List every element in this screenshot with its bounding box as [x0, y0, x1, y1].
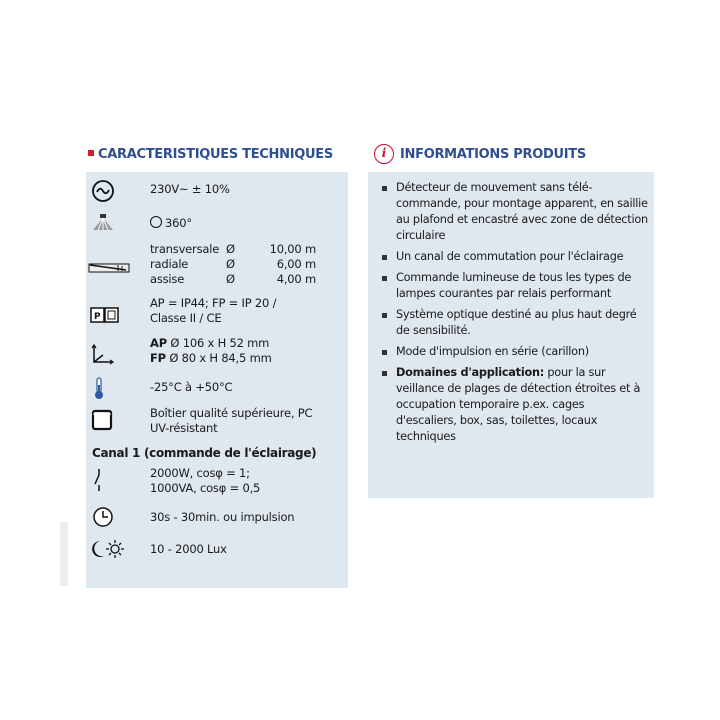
list-item: Détecteur de mouvement sans télé- commande, pour montage apparent, en saillie au plafond et encastré avec zone de détection circulaire [382, 180, 648, 244]
switch-contact-icon [92, 468, 106, 492]
product-info-heading: INFORMATIONS PRODUITS [400, 147, 586, 162]
moon-sun-icon [90, 537, 126, 561]
list-item: Mode d'impulsion en série (carillon) [382, 344, 648, 360]
detection-angle-value: 360° [165, 216, 192, 230]
range-table: transversale Ø 10,00 m radiale Ø 6,00 m assise Ø 4,00 m [150, 242, 316, 286]
application-label: Domaines d'application: [396, 366, 545, 379]
lux-value: 10 - 2000 Lux [150, 542, 227, 556]
application-text: pour la sur veillance de plages de détection étroites et à occupation temporaire p.ex. cages d'escaliers, box, sas, toilettes, locaux techniques [396, 366, 641, 443]
left-edge-strip [60, 522, 68, 586]
list-item: Commande lumineuse de tous les types de lampes courantes par relais performant [382, 270, 648, 302]
timer-value: 30s - 30min. ou impulsion [150, 510, 295, 524]
thermometer-icon [92, 376, 106, 400]
technical-specs-heading: CARACTERISTIQUES TECHNIQUES [88, 147, 333, 162]
protection-class-icon [90, 304, 120, 328]
svg-text:P: P [94, 312, 101, 322]
dimensions-text: AP Ø 106 x H 52 mm FP Ø 80 x H 84,5 mm [150, 336, 272, 365]
red-bullet-icon [88, 150, 94, 156]
detection-range-icon [88, 256, 130, 280]
info-icon: i [374, 144, 394, 164]
voltage-value: 230V~ ± 10% [150, 182, 230, 196]
detection-angle-line [150, 216, 192, 231]
dimensions-axes-icon [90, 342, 116, 366]
temperature-value: -25°C à +50°C [150, 380, 233, 394]
list-item: Système optique destiné au plus haut degré de sensibilité. [382, 307, 648, 339]
load-text: 2000W, cosφ = 1; 1000VA, cosφ = 0,5 [150, 466, 261, 495]
channel-title: Canal 1 (commande de l'éclairage) [92, 446, 317, 460]
list-item-application [382, 365, 648, 445]
detection-cone-icon [90, 211, 116, 235]
product-info-panel [368, 170, 654, 498]
technical-specs-panel [86, 170, 348, 588]
housing-box-icon [90, 408, 116, 432]
housing-text: Boîtier qualité supérieure, PC UV-résistant [150, 406, 313, 435]
ac-voltage-icon [90, 179, 116, 203]
list-item: Un canal de commutation pour l'éclairage [382, 249, 648, 265]
circle-icon [150, 216, 162, 228]
product-info-list [382, 180, 648, 450]
clock-icon [90, 505, 116, 529]
protection-text: AP = IP44; FP = IP 20 / Classe II / CE [150, 296, 277, 325]
